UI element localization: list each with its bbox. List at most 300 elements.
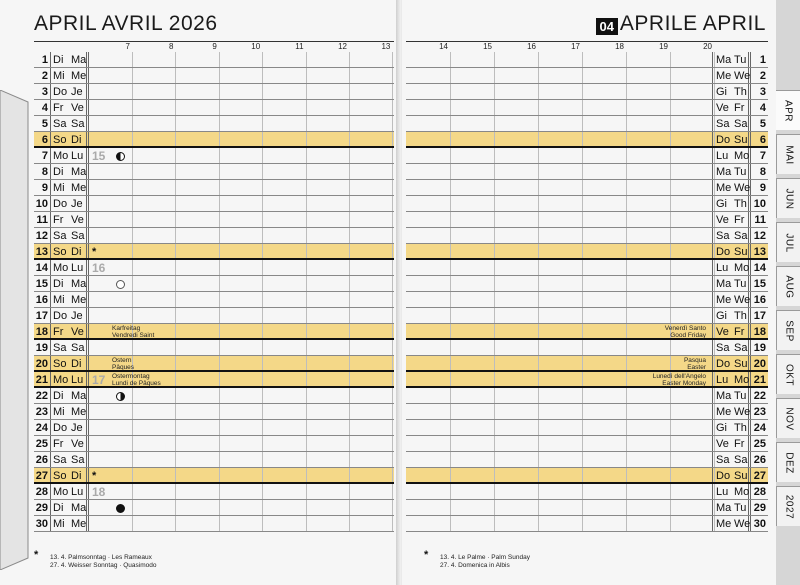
day-row[interactable] — [406, 132, 768, 148]
month-tab-label: APR — [782, 99, 794, 122]
day-number: 22 — [35, 390, 48, 402]
grid-line — [88, 340, 89, 355]
grid-line — [50, 308, 51, 323]
grid-line — [88, 212, 89, 227]
grid-line — [712, 228, 713, 243]
day-row[interactable] — [34, 308, 394, 324]
month-tab-sep[interactable] — [776, 310, 800, 350]
hour-grid-line — [714, 308, 715, 323]
day-row[interactable] — [34, 356, 394, 372]
hour-grid-line — [262, 324, 263, 338]
day-row[interactable] — [406, 420, 768, 436]
hour-grid-line — [626, 260, 627, 275]
grid-line — [712, 68, 713, 83]
hour-grid-line — [450, 340, 451, 355]
hour-grid-line — [626, 196, 627, 211]
day-row[interactable] — [406, 388, 768, 404]
day-row[interactable] — [406, 244, 768, 260]
hour-grid-line — [626, 84, 627, 99]
day-row[interactable] — [406, 84, 768, 100]
hour-grid-line — [175, 452, 176, 467]
hour-grid-line — [262, 420, 263, 435]
grid-line — [50, 116, 51, 131]
weekday-fr: Ve — [71, 214, 84, 226]
hour-grid-line — [219, 228, 220, 243]
day-row[interactable] — [34, 132, 394, 148]
hour-grid-line — [349, 452, 350, 467]
hour-grid-line — [670, 436, 671, 451]
day-row[interactable] — [34, 436, 394, 452]
weekday-fr: Ma — [71, 390, 87, 402]
weekday-fr: Sa — [71, 454, 85, 466]
hour-grid-line — [670, 468, 671, 482]
grid-line — [712, 100, 713, 115]
weekday-de: Do — [53, 310, 68, 322]
hour-grid-line — [392, 452, 393, 467]
hour-grid-line — [582, 420, 583, 435]
hour-grid-line — [132, 84, 133, 99]
day-row[interactable] — [406, 68, 768, 84]
day-row[interactable] — [406, 196, 768, 212]
day-row[interactable] — [34, 52, 394, 68]
hour-label: 12 — [338, 42, 347, 51]
day-row[interactable] — [34, 84, 394, 100]
day-number: 19 — [753, 342, 766, 354]
day-row[interactable] — [34, 180, 394, 196]
hour-grid-line — [262, 436, 263, 451]
hour-grid-line — [306, 516, 307, 531]
day-row[interactable] — [34, 116, 394, 132]
grid-line — [712, 84, 713, 99]
day-number: 30 — [35, 518, 48, 530]
weekday-en: Tu — [734, 502, 747, 514]
day-number: 28 — [35, 486, 48, 498]
hour-grid-line — [392, 100, 393, 115]
day-row[interactable] — [34, 100, 394, 116]
day-row[interactable] — [34, 164, 394, 180]
weekday-de: Di — [53, 502, 64, 514]
day-number: 9 — [759, 182, 766, 194]
month-tab-apr[interactable] — [776, 90, 800, 130]
month-tab-jul[interactable] — [776, 222, 800, 262]
grid-line — [86, 484, 87, 499]
weekday-en: We — [734, 294, 751, 306]
grid-line — [50, 292, 51, 307]
hour-grid-line — [132, 340, 133, 355]
hour-grid-line — [306, 436, 307, 451]
hour-grid-line — [494, 116, 495, 131]
holiday-label — [112, 325, 154, 339]
hour-grid-line — [626, 340, 627, 355]
weekday-en: Th — [734, 86, 747, 98]
hour-grid-line — [538, 196, 539, 211]
hour-grid-line — [349, 180, 350, 195]
day-number: 2 — [759, 70, 766, 82]
grid-line — [50, 164, 51, 179]
hour-grid-line — [262, 308, 263, 323]
weekday-fr: Me — [71, 518, 87, 530]
day-row[interactable] — [34, 420, 394, 436]
grid-line — [712, 420, 713, 435]
day-row[interactable] — [406, 52, 768, 68]
day-row[interactable] — [34, 372, 394, 388]
hour-grid-line — [175, 516, 176, 531]
month-tab-mai[interactable] — [776, 134, 800, 174]
day-row[interactable] — [34, 68, 394, 84]
hour-grid-line — [626, 324, 627, 338]
day-row[interactable] — [406, 500, 768, 516]
hour-grid-line — [132, 468, 133, 482]
grid-line — [88, 180, 89, 195]
holiday-line: Venerdì Santo — [664, 325, 706, 332]
day-row[interactable] — [34, 228, 394, 244]
day-row[interactable] — [406, 340, 768, 356]
hour-grid-line — [450, 484, 451, 499]
hour-grid-line — [132, 276, 133, 291]
right-hour-scale — [406, 42, 768, 52]
hour-grid-line — [262, 484, 263, 499]
hour-label: 20 — [703, 42, 712, 51]
hour-grid-line — [582, 52, 583, 67]
hour-grid-line — [582, 84, 583, 99]
hour-grid-line — [626, 356, 627, 370]
hour-grid-line — [582, 180, 583, 195]
hour-grid-line — [349, 468, 350, 482]
day-row[interactable] — [406, 468, 768, 484]
hour-grid-line — [714, 436, 715, 451]
hour-grid-line — [582, 388, 583, 403]
weekday-de: So — [53, 134, 67, 146]
day-row[interactable] — [406, 292, 768, 308]
weekday-fr: Je — [71, 422, 83, 434]
hour-grid-line — [262, 404, 263, 419]
day-row[interactable] — [34, 340, 394, 356]
weekday-it: Gi — [716, 422, 727, 434]
grid-line — [712, 260, 713, 275]
hour-grid-line — [626, 132, 627, 146]
month-tab-dez[interactable] — [776, 442, 800, 482]
hour-grid-line — [538, 84, 539, 99]
hour-grid-line — [538, 484, 539, 499]
month-tab-label: AUG — [783, 274, 794, 299]
hour-grid-line — [450, 212, 451, 227]
day-number: 7 — [41, 150, 48, 162]
day-row[interactable] — [34, 148, 394, 164]
holiday-line: Ostermontag — [112, 373, 150, 380]
day-row[interactable] — [406, 436, 768, 452]
day-row[interactable] — [406, 276, 768, 292]
hour-grid-line — [262, 468, 263, 482]
grid-line — [86, 196, 87, 211]
month-number-badge: 04 — [596, 18, 618, 35]
hour-grid-line — [714, 100, 715, 115]
weekday-de: Mo — [53, 262, 69, 274]
hour-grid-line — [306, 52, 307, 67]
hour-grid-line — [392, 308, 393, 323]
weekday-en: Fr — [734, 214, 745, 226]
grid-line — [86, 436, 87, 451]
day-row[interactable] — [34, 452, 394, 468]
day-row[interactable] — [34, 196, 394, 212]
day-row[interactable] — [34, 516, 394, 532]
hour-grid-line — [306, 404, 307, 419]
day-row[interactable] — [34, 388, 394, 404]
hour-grid-line — [714, 420, 715, 435]
hour-grid-line — [306, 228, 307, 243]
grid-line — [748, 228, 749, 243]
day-row[interactable] — [34, 500, 394, 516]
month-tab-nov[interactable] — [776, 398, 800, 438]
hour-grid-line — [392, 244, 393, 258]
hour-grid-line — [538, 324, 539, 338]
hour-grid-line — [582, 324, 583, 338]
weekday-it: Me — [716, 518, 732, 530]
grid-line — [712, 132, 713, 146]
week-number: 17 — [92, 373, 106, 387]
grid-line — [712, 500, 713, 515]
hour-grid-line — [670, 516, 671, 531]
hour-grid-line — [494, 84, 495, 99]
hour-grid-line — [714, 132, 715, 146]
hour-grid-line — [349, 164, 350, 179]
hour-grid-line — [670, 452, 671, 467]
weekday-it: Do — [716, 358, 731, 370]
right-month-title: APRILE APRIL — [619, 12, 766, 35]
grid-line — [748, 388, 749, 403]
day-row[interactable] — [406, 324, 768, 340]
hour-grid-line — [538, 100, 539, 115]
hour-grid-line — [349, 212, 350, 227]
weekday-fr: Ma — [71, 278, 87, 290]
weekday-de: Sa — [53, 342, 67, 354]
hour-grid-line — [626, 372, 627, 386]
day-row[interactable] — [34, 324, 394, 340]
hour-grid-line — [494, 500, 495, 515]
day-number: 25 — [753, 438, 766, 450]
day-row[interactable] — [406, 164, 768, 180]
hour-grid-line — [219, 148, 220, 163]
grid-line — [50, 196, 51, 211]
day-number: 20 — [35, 358, 48, 370]
day-number: 3 — [41, 86, 48, 98]
month-tab-aug[interactable] — [776, 266, 800, 306]
weekday-it: Ve — [716, 214, 729, 226]
hour-grid-line — [132, 132, 133, 146]
weekday-de: Do — [53, 198, 68, 210]
hour-grid-line — [494, 436, 495, 451]
day-number: 21 — [35, 374, 48, 386]
day-row[interactable] — [406, 180, 768, 196]
hour-grid-line — [262, 516, 263, 531]
hour-grid-line — [494, 356, 495, 370]
day-row[interactable] — [406, 404, 768, 420]
hour-grid-line — [626, 148, 627, 163]
hour-grid-line — [626, 292, 627, 307]
hour-grid-line — [219, 372, 220, 386]
month-tab-label: DEZ — [783, 451, 794, 474]
hour-grid-line — [262, 292, 263, 307]
hour-grid-line — [306, 164, 307, 179]
grid-line — [712, 372, 713, 386]
day-row[interactable] — [406, 452, 768, 468]
hour-grid-line — [175, 100, 176, 115]
day-number: 27 — [753, 470, 766, 482]
day-row[interactable] — [34, 260, 394, 276]
first-quarter-moon-icon — [116, 392, 125, 401]
hour-grid-line — [392, 260, 393, 275]
hour-grid-line — [494, 180, 495, 195]
full-moon-icon — [116, 280, 125, 289]
grid-line — [748, 116, 749, 131]
grid-line — [50, 148, 51, 163]
grid-line — [712, 196, 713, 211]
grid-line — [50, 356, 51, 370]
day-row[interactable] — [406, 516, 768, 532]
hour-grid-line — [626, 484, 627, 499]
hour-grid-line — [626, 244, 627, 258]
day-row[interactable] — [34, 468, 394, 484]
weekday-de: Di — [53, 390, 64, 402]
grid-line — [86, 212, 87, 227]
hour-grid-line — [582, 100, 583, 115]
day-row[interactable] — [34, 212, 394, 228]
holiday-label — [665, 325, 706, 339]
hour-grid-line — [262, 132, 263, 146]
hour-grid-line — [175, 164, 176, 179]
month-tab-jun[interactable] — [776, 178, 800, 218]
weekday-en: We — [734, 70, 751, 82]
day-row[interactable] — [34, 404, 394, 420]
grid-line — [748, 468, 749, 482]
weekday-it: Me — [716, 182, 732, 194]
hour-grid-line — [670, 340, 671, 355]
weekday-fr: Me — [71, 182, 87, 194]
day-row[interactable] — [406, 100, 768, 116]
day-number: 24 — [753, 422, 766, 434]
grid-line — [712, 148, 713, 163]
hour-grid-line — [582, 244, 583, 258]
weekday-de: Mo — [53, 150, 69, 162]
grid-line — [88, 292, 89, 307]
weekday-de: So — [53, 246, 67, 258]
day-number: 1 — [759, 54, 766, 66]
grid-line — [50, 516, 51, 531]
weekday-de: Mi — [53, 70, 65, 82]
weekday-fr: Lu — [71, 486, 84, 498]
grid-line — [712, 452, 713, 467]
weekday-fr: Ve — [71, 438, 84, 450]
hour-grid-line — [175, 468, 176, 482]
grid-line — [50, 372, 51, 386]
weekday-it: Ve — [716, 102, 729, 114]
hour-grid-line — [175, 68, 176, 83]
grid-line — [748, 52, 749, 67]
day-row[interactable] — [34, 244, 394, 260]
hour-grid-line — [175, 84, 176, 99]
grid-line — [748, 196, 749, 211]
hour-grid-line — [494, 212, 495, 227]
day-row[interactable] — [406, 228, 768, 244]
holiday-label — [684, 357, 706, 371]
day-number: 13 — [753, 246, 766, 258]
hour-grid-line — [494, 132, 495, 146]
weekday-it: Me — [716, 70, 732, 82]
hour-grid-line — [582, 500, 583, 515]
hour-grid-line — [306, 292, 307, 307]
weekday-fr: Di — [71, 134, 82, 146]
hour-grid-line — [262, 212, 263, 227]
hour-grid-line — [450, 164, 451, 179]
weekday-en: Tu — [734, 166, 747, 178]
hour-grid-line — [626, 52, 627, 67]
hour-grid-line — [219, 452, 220, 467]
hour-grid-line — [219, 100, 220, 115]
hour-grid-line — [494, 164, 495, 179]
hour-grid-line — [175, 388, 176, 403]
month-tab-2027[interactable] — [776, 486, 800, 526]
day-row[interactable] — [34, 292, 394, 308]
hour-label: 9 — [212, 42, 217, 51]
day-row[interactable] — [406, 116, 768, 132]
right-footnote-line: 13. 4. Le Palme · Palm Sunday — [440, 554, 530, 561]
grid-line — [748, 500, 749, 515]
right-footnote-star: * — [424, 549, 429, 561]
hour-grid-line — [175, 244, 176, 258]
day-row[interactable] — [406, 148, 768, 164]
holiday-line: Vendredi Saint — [112, 332, 155, 339]
day-number: 26 — [753, 454, 766, 466]
hour-grid-line — [349, 52, 350, 67]
hour-grid-line — [219, 484, 220, 499]
hour-grid-line — [132, 68, 133, 83]
hour-grid-line — [132, 404, 133, 419]
hour-grid-line — [349, 228, 350, 243]
hour-grid-line — [582, 308, 583, 323]
hour-grid-line — [349, 100, 350, 115]
grid-line — [50, 404, 51, 419]
hour-grid-line — [538, 404, 539, 419]
grid-line — [748, 100, 749, 115]
hour-grid-line — [392, 468, 393, 482]
month-tab-okt[interactable] — [776, 354, 800, 394]
hour-grid-line — [349, 420, 350, 435]
grid-line — [50, 260, 51, 275]
day-row[interactable] — [406, 372, 768, 388]
hour-grid-line — [306, 420, 307, 435]
left-hour-scale — [34, 42, 394, 52]
weekday-it: Lu — [716, 150, 729, 162]
day-number: 13 — [35, 246, 48, 258]
grid-line — [748, 276, 749, 291]
day-row[interactable] — [34, 276, 394, 292]
day-row[interactable] — [34, 484, 394, 500]
day-row[interactable] — [406, 212, 768, 228]
weekday-fr: Ma — [71, 54, 87, 66]
hour-grid-line — [349, 500, 350, 515]
hour-grid-line — [306, 452, 307, 467]
day-row[interactable] — [406, 260, 768, 276]
footnote-marker: * — [92, 470, 97, 482]
day-row[interactable] — [406, 308, 768, 324]
day-number: 17 — [35, 310, 48, 322]
day-row[interactable] — [406, 484, 768, 500]
week-number: 18 — [92, 485, 106, 499]
day-row[interactable] — [406, 356, 768, 372]
hour-grid-line — [494, 388, 495, 403]
weekday-fr: Lu — [71, 150, 84, 162]
hour-grid-line — [494, 276, 495, 291]
hour-grid-line — [175, 180, 176, 195]
